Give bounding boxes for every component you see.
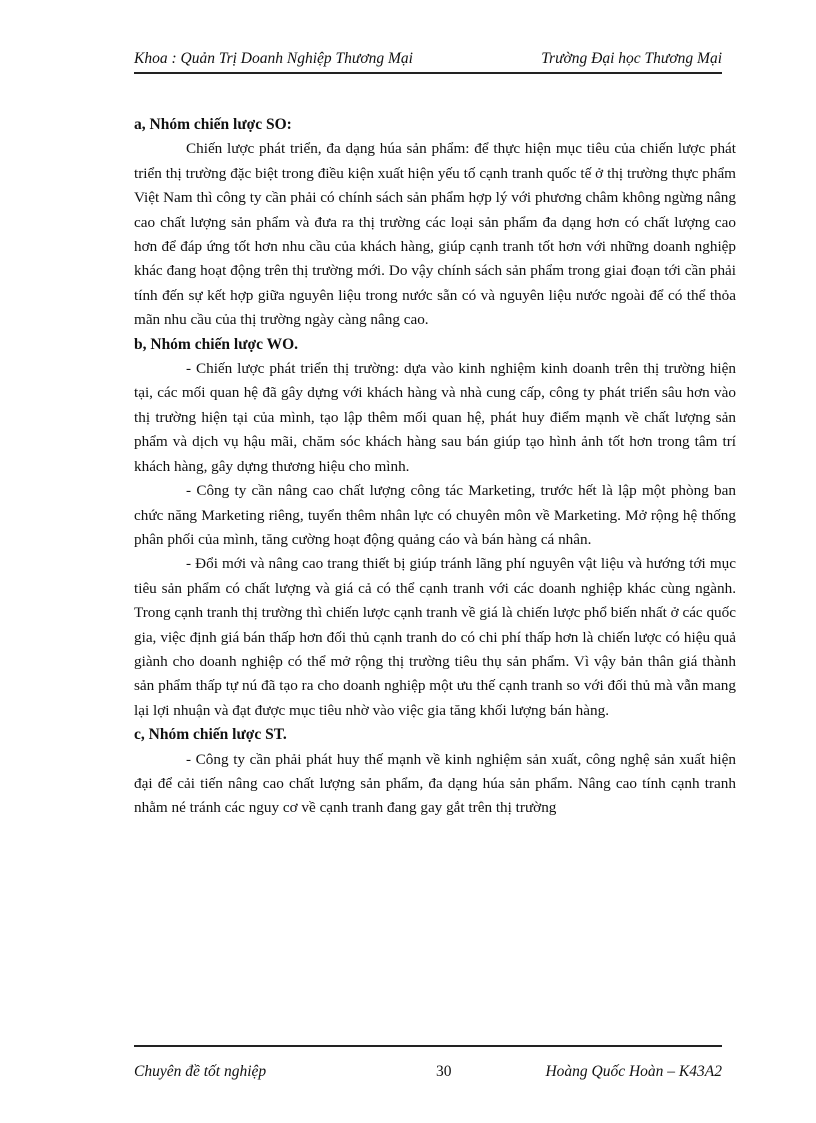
heading-so: a, Nhóm chiến lược SO:: [134, 116, 292, 133]
header-university: Trường Đại học Thương Mại: [541, 50, 722, 67]
page-header: [134, 50, 722, 74]
heading-wo: b, Nhóm chiến lược WO.: [134, 335, 298, 353]
paragraph-wo-2: - Công ty cần nâng cao chất lượng công tác Marketing, trước hết là lập một phòng ban chức năng Marketing riêng, tuyển thêm nhân lực có chuyên môn về Marketing. Mở rộng hệ thống phân phối của mình, tăng cường hoạt động quảng cáo và bán hàng cá nhân.: [134, 482, 736, 548]
heading-st: c, Nhóm chiến lược ST.: [134, 726, 287, 744]
paragraph-so: Chiến lược phát triển, đa dạng húa sản phẩm: để thực hiện mục tiêu của chiến lược phát triển thị trường đặc biệt trong điều kiện xuất hiện yếu tố cạnh tranh quốc tế ở thị trường thực phẩm Việt Nam thì công ty cần phải có chính sách sản phẩm hợp lý với phương châm không ngừng nâng cao chất lượng sản phẩm và đưa ra thị trường các loại sản phẩm đa dạng hơn có chất lượng cao hơn để đáp ứng tốt hơn nhu cầu của khách hàng, giúp cạnh tranh tốt hơn với những doanh nghiệp khác đang hoạt động trên thị trường mới. Do vậy chính sách sản phẩm trong giai đoạn tới cần phải tính đến sự kết hợp giữa nguyên liệu trong nước sẵn có và nguyên liệu nước ngoài để có thể thỏa mãn nhu cầu của thị trường ngày càng nâng cao.: [134, 140, 736, 329]
footer-author: Hoàng Quốc Hoàn – K43A2: [545, 1063, 722, 1080]
paragraph-wo-1: - Chiến lược phát triển thị trường: dựa vào kinh nghiệm kinh doanh trên thị trường hiện tại, các mối quan hệ đã gây dựng với khách hàng và nhà cung cấp, công ty phát triển sâu hơn vào thị trường hiện tại của mình, tạo lập thêm mối quan hệ, phát huy điểm mạnh về chất lượng sản phẩm và dịch vụ hậu mãi, chăm sóc khách hàng sau bán giúp tạo hình ảnh tốt hơn trong tâm trí khách hàng, gây dựng thương hiệu cho mình.: [134, 360, 736, 475]
paragraph-wo-3: - Đổi mới và nâng cao trang thiết bị giúp tránh lãng phí nguyên vật liệu và hướng tới mục tiêu sản phẩm có chất lượng và giá cả có thể cạnh tranh với các doanh nghiệp khác cùng ngành. Trong cạnh tranh thị trường thì chiến lược cạnh tranh về giá là chiến lược phổ biến nhất ở các quốc gia, việc định giá bán thấp hơn đối thủ cạnh tranh do có chi phí thấp hơn là chiến lược có hiệu quả giành cho doanh nghiệp có thể mở rộng thị trường tiêu thụ sản phẩm. Vì vậy bản thân giá thành sản phẩm thấp tự nú đã tạo ra cho doanh nghiệp một ưu thế cạnh tranh so với đối thủ mà vẫn mang lại lợi nhuận và đạt được mục tiêu nhờ vào việc gia tăng khối lượng bán hàng.: [134, 555, 736, 719]
header-faculty: Khoa : Quản Trị Doanh Nghiệp Thương Mại: [134, 50, 413, 67]
footer-title: Chuyên đề tốt nghiệp: [134, 1063, 267, 1080]
page-body: [134, 113, 736, 821]
paragraph-st-1: - Công ty cần phải phát huy thế mạnh về kinh nghiệm sản xuất, công nghệ sản xuất hiện đại để cải tiến nâng cao chất lượng sản phẩm, đa dạng húa sản phẩm. Nâng cao tính cạnh tranh nhằm né tránh các nguy cơ về cạnh tranh đang gay gắt trên thị trường: [134, 750, 736, 817]
page-footer: [134, 1045, 722, 1103]
page-number: 30: [436, 1063, 452, 1080]
